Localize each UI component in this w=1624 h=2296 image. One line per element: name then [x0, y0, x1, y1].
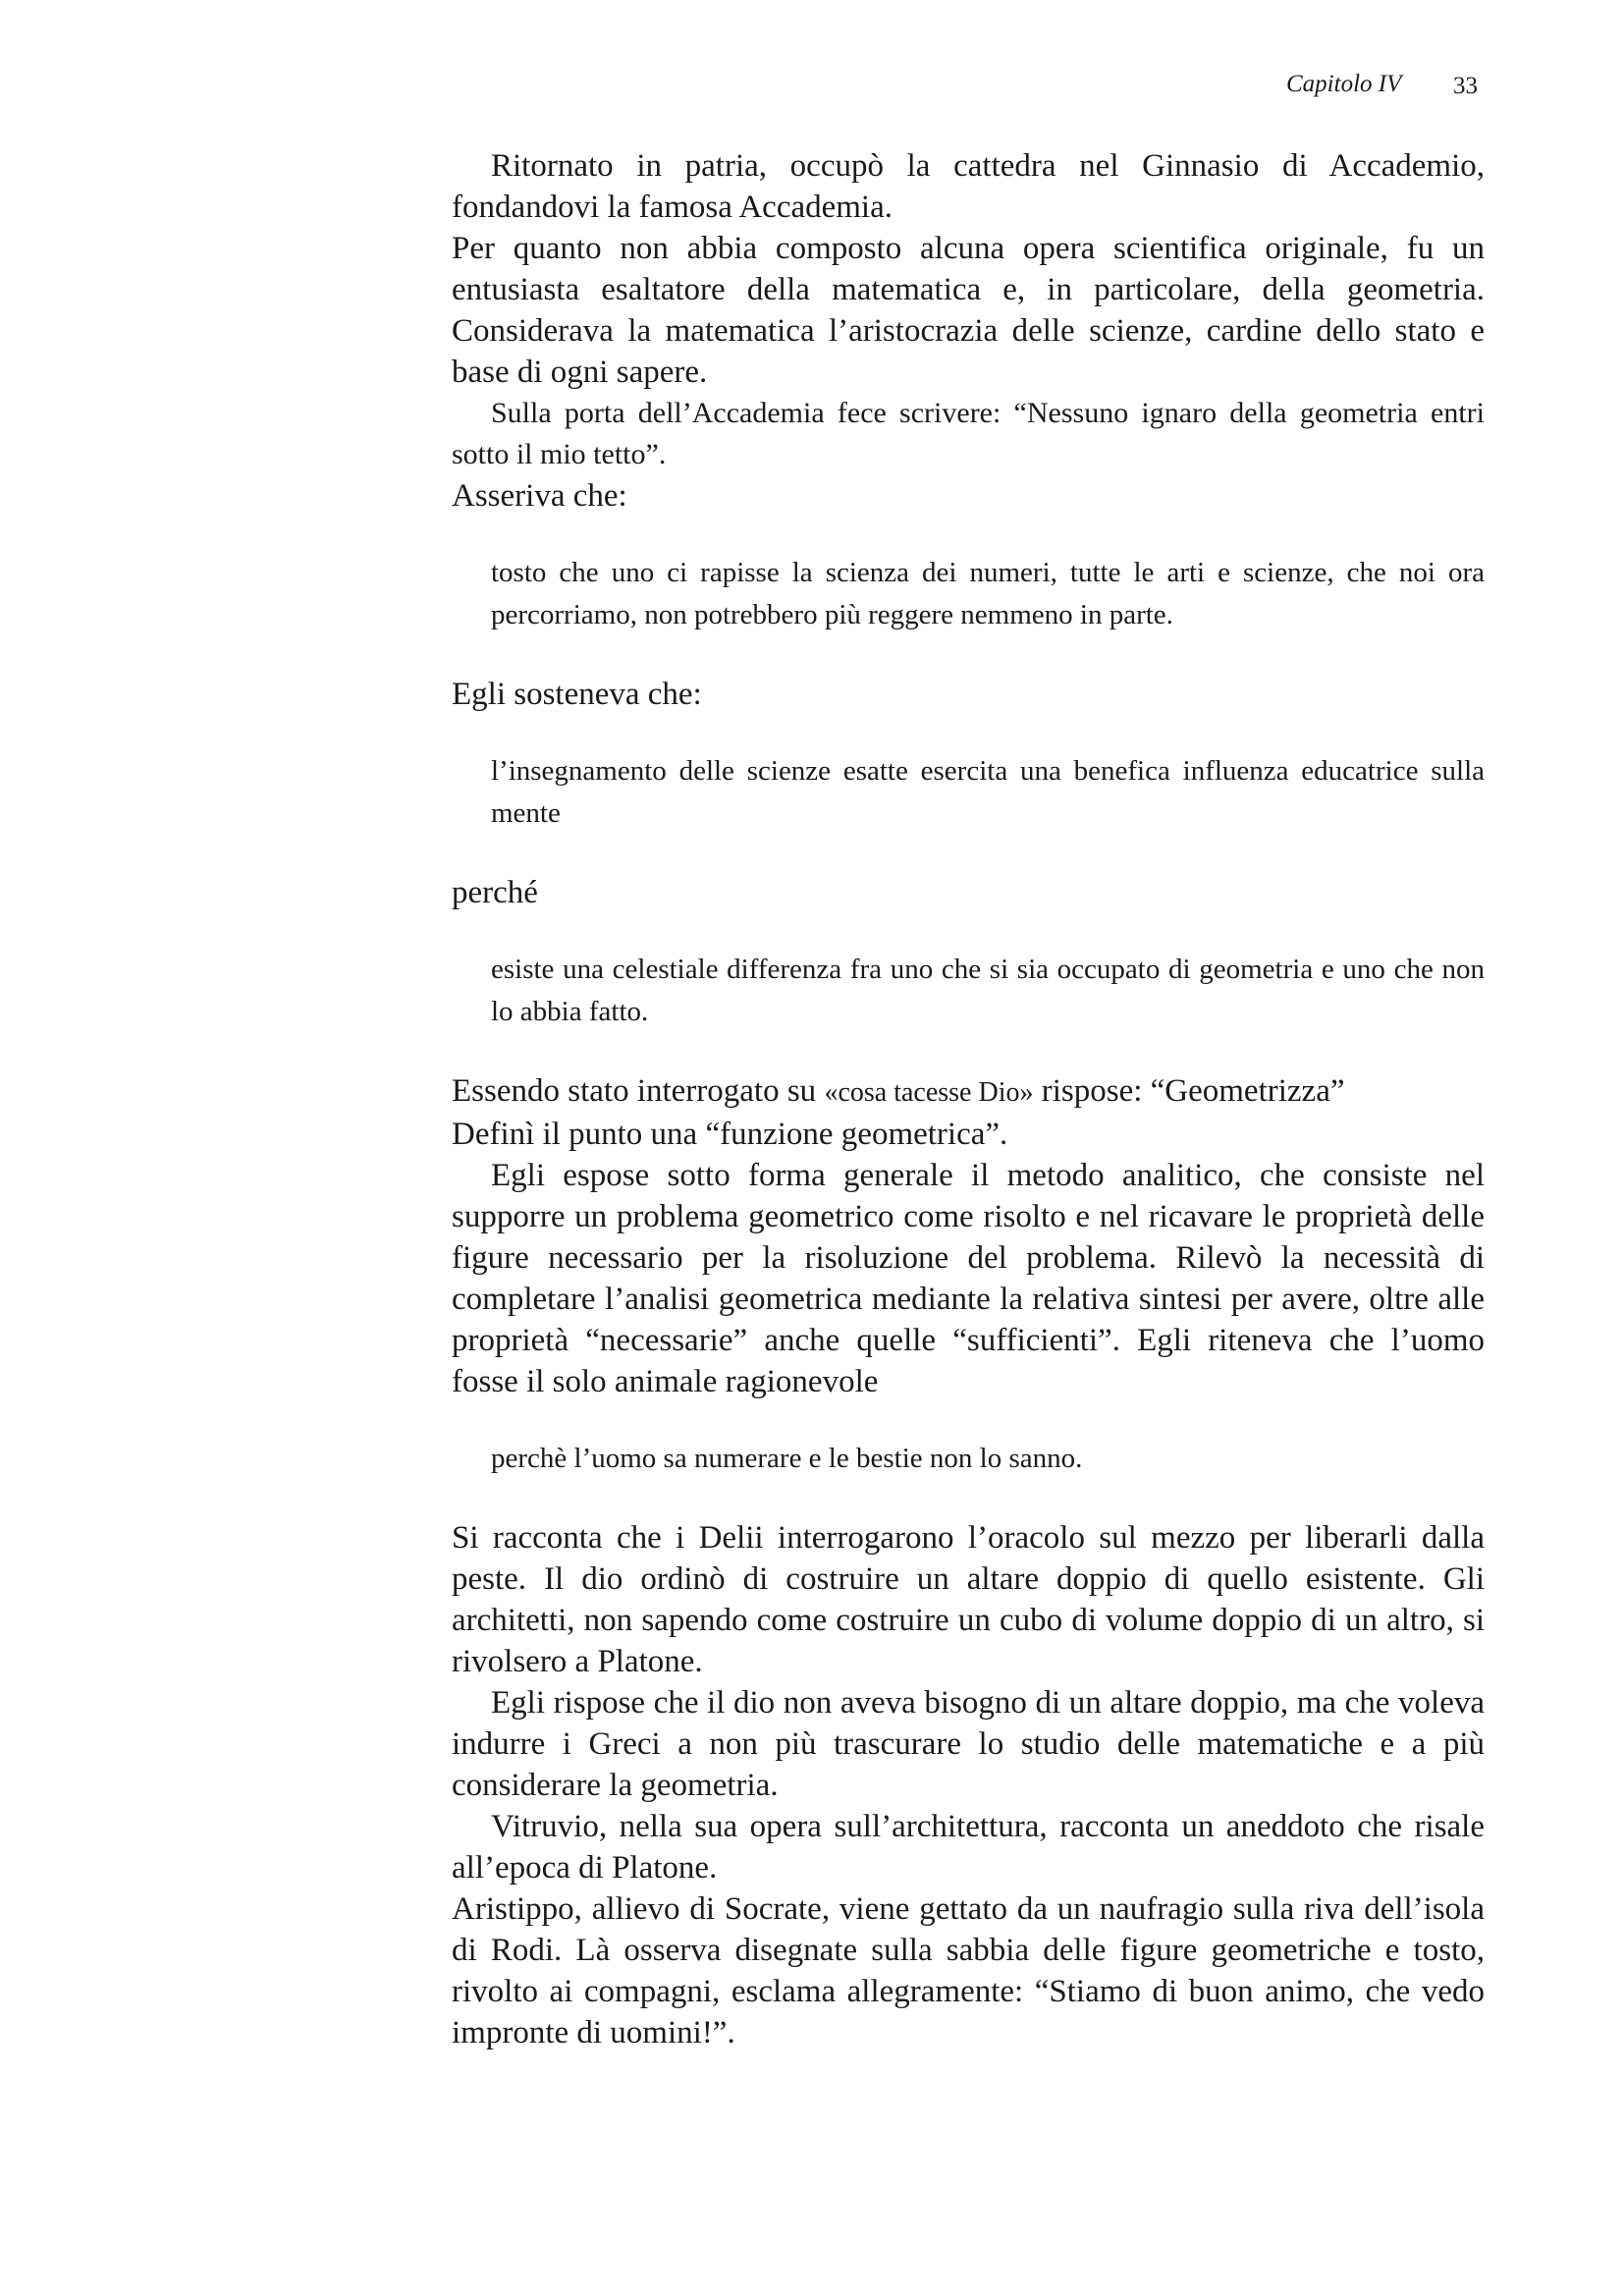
- paragraph: Egli espose sotto forma generale il metodo analitico, che consiste nel supporre un problema geometrico come risolto e nel ricavare le proprietà delle figure necessario per la risoluzione del problema. Rilevò la necessità di completare l’analisi geometrica mediante la relativa sintesi per avere, oltre alle proprietà “necessarie” anche quelle “sufficienti”. Egli riteneva che l’uomo fosse il solo animale ragionevole: [452, 1158, 1485, 1399]
- paragraph: Si racconta che i Delii interrogarono l’oracolo sul mezzo per liberarli dalla peste. Il dio ordinò di costruire un altare doppio di quello esistente. Gli architetti, non sapendo come costruire un cubo di volume doppio di un altro, si rivolsero a Platone.: [452, 1520, 1485, 1679]
- paragraph: Definì il punto una “funzione geometrica”.: [452, 1117, 1008, 1152]
- paragraph: [452, 1070, 1485, 1114]
- block-quote: tosto che uno ci rapisse la scienza dei numeri, tutte le arti e scienze, che noi ora percorriamo, non potrebbero più reggere nemmeno in parte.: [491, 557, 1485, 630]
- paragraph: Aristippo, allievo di Socrate, viene gettato da un naufragio sulla riva dell’isola di Rodi. Là osserva disegnate sulla sabbia delle figure geometriche e tosto, rivolto ai compagni, esclama allegramente: “Stiamo di buon animo, che vedo impronte di uomini!”.: [452, 1891, 1485, 2050]
- paragraph: Vitruvio, nella sua opera sull’architettura, racconta un aneddoto che risale all’epoca di Platone.: [452, 1809, 1485, 1886]
- paragraph: Egli sosteneva che:: [452, 677, 702, 712]
- block-quote: perchè l’uomo sa numerare e le bestie non lo sanno.: [491, 1443, 1083, 1474]
- body-text: [452, 145, 1485, 2053]
- paragraph: Egli rispose che il dio non aveva bisogno di un altare doppio, ma che voleva indurre i Greci a non più trascurare lo studio delle matematiche e a più considerare la geometria.: [452, 1685, 1485, 1803]
- page-number: 33: [1453, 73, 1478, 99]
- running-head: [1286, 71, 1483, 110]
- paragraph: perché: [452, 875, 538, 910]
- paragraph: Per quanto non abbia composto alcuna opera scientifica originale, fu un entusiasta esaltatore della matematica e, in particolare, della geometria. Considerava la matematica l’aristocrazia delle scienze, cardine dello stato e base di ogni sapere.: [452, 231, 1485, 390]
- block-quote: esiste una celestiale differenza fra uno che si sia occupato di geometria e uno che non lo abbia fatto.: [491, 954, 1485, 1027]
- chapter-title: Capitolo IV: [1286, 71, 1402, 97]
- quoted-question: «cosa tacesse Dio»: [824, 1077, 1034, 1108]
- paragraph-text: rispose: “Geometrizza”: [1033, 1073, 1345, 1109]
- paragraph: Ritornato in patria, occupò la cattedra nel Ginnasio di Accademio, fondandovi la famosa Accademia.: [452, 148, 1485, 225]
- block-quote: l’insegnamento delle scienze esatte esercita una benefica influenza educatrice sulla mente: [491, 755, 1485, 829]
- paragraph: Sulla porta dell’Accademia fece scrivere: “Nessuno ignaro della geometria entri sotto il mio tetto”.: [452, 397, 1485, 470]
- paragraph-text: Essendo stato interrogato su: [452, 1073, 825, 1109]
- paragraph: Asseriva che:: [452, 478, 627, 514]
